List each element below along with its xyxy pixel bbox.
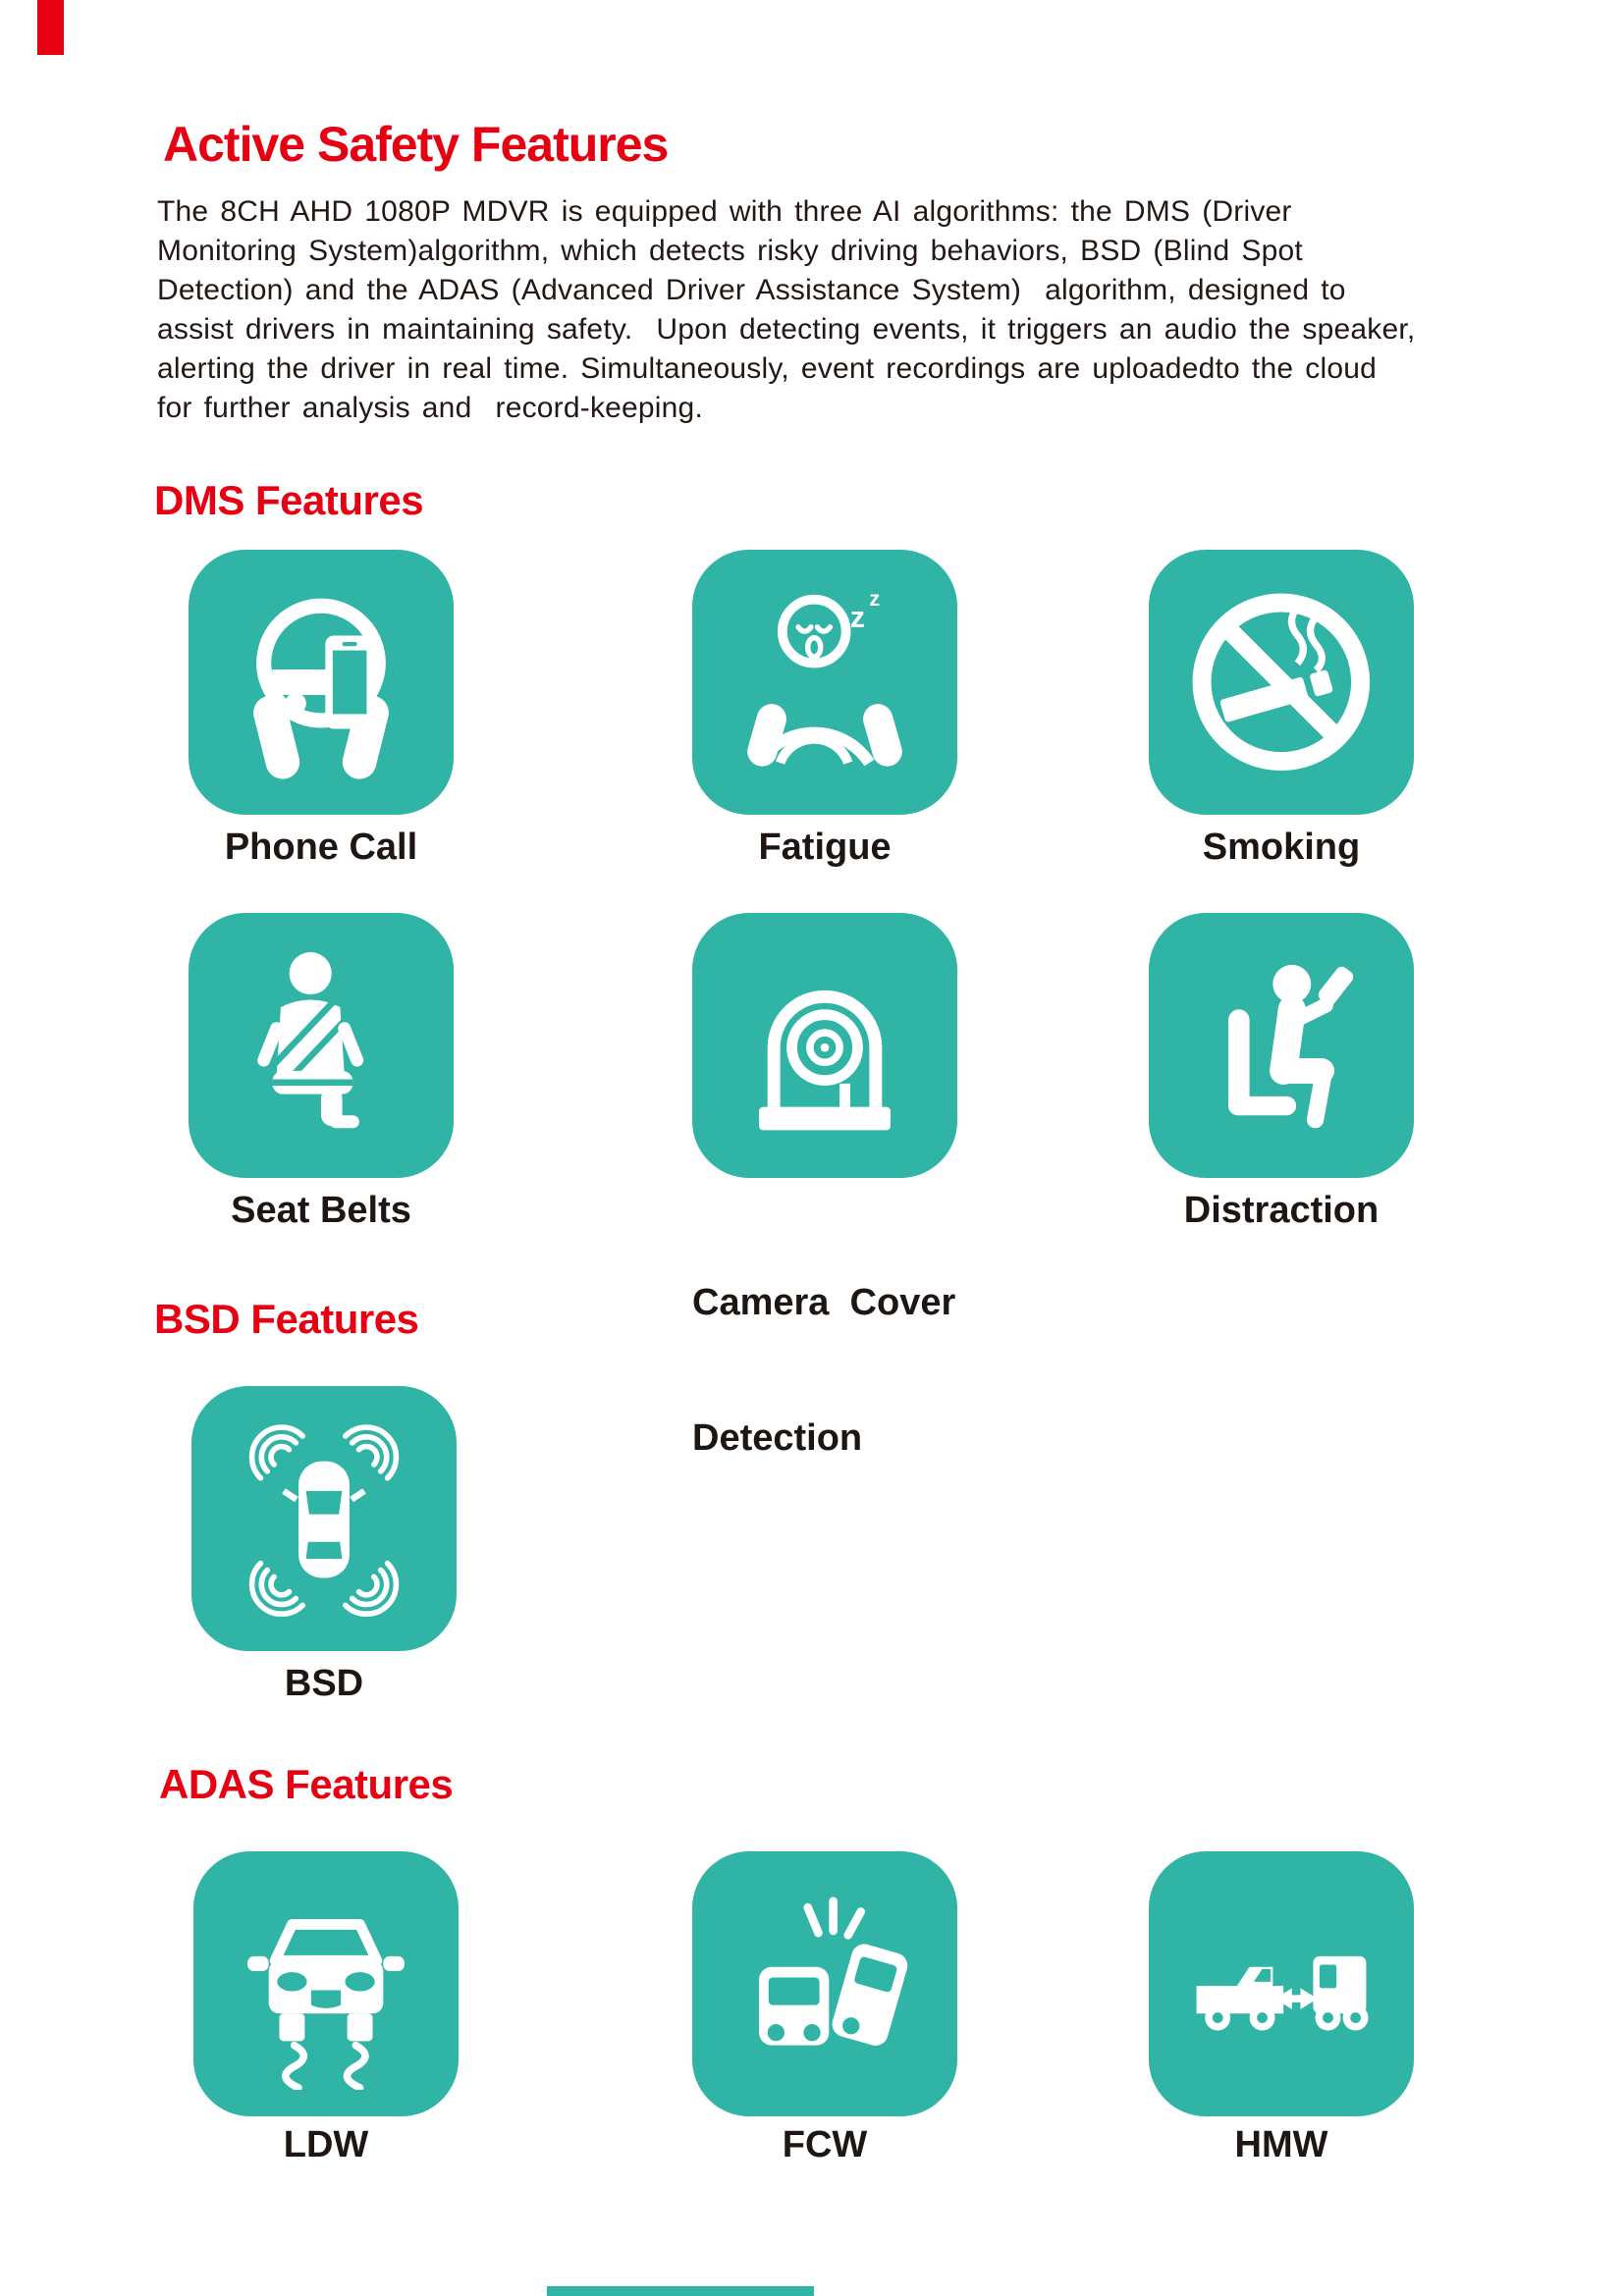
sleepy-driver-icon bbox=[719, 576, 931, 788]
feature-tile-seat-belts bbox=[189, 913, 454, 1178]
feature-tile-fatigue bbox=[692, 550, 957, 815]
lane-departure-icon bbox=[220, 1878, 432, 2090]
feature-tile-camera-cover bbox=[692, 913, 957, 1178]
z-glyph: z bbox=[849, 601, 866, 634]
blind-spot-radar-icon bbox=[218, 1413, 430, 1625]
feature-label-distraction: Distraction bbox=[1183, 1190, 1380, 1231]
section-heading-bsd: BSD Features bbox=[154, 1296, 419, 1342]
intro-paragraph bbox=[157, 192, 1520, 428]
feature-tile-smoking bbox=[1149, 550, 1414, 815]
intro-line: assist drivers in maintaining safety. Upon detecting events, it triggers an audio the speaker, bbox=[157, 313, 1416, 346]
no-smoking-icon bbox=[1164, 565, 1398, 799]
feature-tile-hmw bbox=[1149, 1851, 1414, 2116]
section-heading-adas: ADAS Features bbox=[159, 1761, 454, 1807]
feature-label-camera-cover bbox=[692, 1190, 1016, 1551]
page-title: Active Safety Features bbox=[163, 117, 669, 172]
steering-wheel-phone-icon bbox=[215, 576, 427, 788]
headway-monitoring-icon bbox=[1175, 1878, 1387, 2090]
intro-line: Monitoring System)algorithm, which detects risky driving behaviors, BSD (Blind Spot bbox=[157, 235, 1303, 267]
camera-cover-icon bbox=[719, 939, 931, 1151]
feature-tile-distraction bbox=[1149, 913, 1414, 1178]
feature-label-smoking: Smoking bbox=[1202, 827, 1361, 868]
feature-tile-phone-call bbox=[189, 550, 454, 815]
feature-tile-fcw bbox=[692, 1851, 957, 2116]
section-heading-dms: DMS Features bbox=[154, 477, 424, 523]
feature-label-line: Detection bbox=[692, 1417, 863, 1459]
intro-line: The 8CH AHD 1080P MDVR is equipped with three AI algorithms: the DMS (Driver bbox=[157, 195, 1292, 228]
feature-tile-bsd bbox=[191, 1386, 457, 1651]
feature-label-seat-belts: Seat Belts bbox=[231, 1190, 411, 1231]
feature-label-ldw: LDW bbox=[283, 2124, 369, 2165]
intro-line: Detection) and the ADAS (Advanced Driver Assistance System) algorithm, designed to bbox=[157, 274, 1346, 306]
seat-belt-icon bbox=[215, 939, 427, 1151]
feature-label-phone-call: Phone Call bbox=[224, 827, 418, 868]
distracted-driver-icon bbox=[1175, 939, 1387, 1151]
feature-label-bsd: BSD bbox=[284, 1663, 364, 1704]
feature-tile-ldw bbox=[193, 1851, 459, 2116]
intro-line: for further analysis and record-keeping. bbox=[157, 392, 703, 424]
feature-label-hmw: HMW bbox=[1234, 2124, 1328, 2165]
feature-label-line: Camera Cover bbox=[692, 1282, 956, 1323]
intro-line: alerting the driver in real time. Simultaneously, event recordings are uploadedto the cloud bbox=[157, 352, 1377, 385]
feature-label-fcw: FCW bbox=[782, 2124, 868, 2165]
z-glyph: z bbox=[869, 586, 881, 612]
red-corner-mark bbox=[37, 0, 64, 55]
feature-label-fatigue: Fatigue bbox=[758, 827, 892, 868]
forward-collision-icon bbox=[719, 1878, 931, 2090]
bottom-teal-bar bbox=[547, 2286, 814, 2296]
